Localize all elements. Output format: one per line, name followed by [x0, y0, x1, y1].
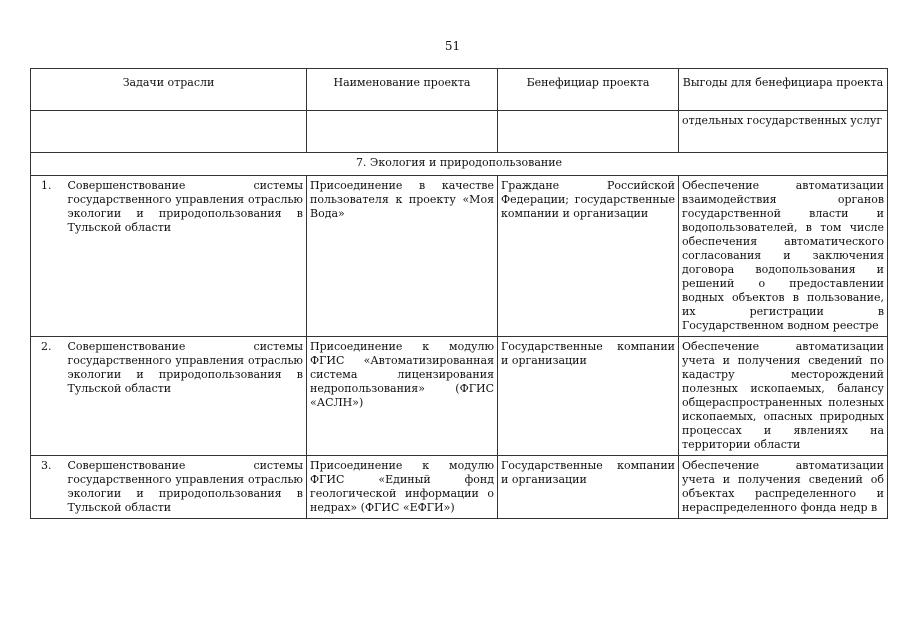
row-benefit: Обеспечение автоматизации учета и получения сведений об объектах распределенного и нераспределенного фонда недр в: [679, 456, 888, 519]
row-task: Совершенствование системы государственного управления отраслью экологии и природопользования в Тульской области: [65, 337, 307, 456]
row-beneficiary: Государственные компании и организации: [498, 456, 679, 519]
table-row: [31, 456, 888, 519]
continuation-empty-cell: [307, 111, 498, 153]
row-project: Присоединение к модулю ФГИС «Единый фонд геологической информации о недрах» (ФГИС «ЕФГИ»): [307, 456, 498, 519]
continuation-empty-cell: [498, 111, 679, 153]
page-number: 51: [444, 39, 461, 53]
continuation-benefit-cell: отдельных государственных услуг: [679, 111, 888, 153]
projects-table: [30, 68, 888, 519]
row-task: Совершенствование системы государственного управления отраслью экологии и природопользования в Тульской области: [65, 456, 307, 519]
row-project: Присоединение к модулю ФГИС «Автоматизированная система лицензирования недропользования» (ФГИС «АСЛН»): [307, 337, 498, 456]
section-row: [31, 153, 888, 176]
table-row: [31, 337, 888, 456]
row-task: Совершенствование системы государственного управления отраслью экологии и природопользования в Тульской области: [65, 176, 307, 337]
row-number: 2.: [31, 337, 65, 456]
row-number: 1.: [31, 176, 65, 337]
row-project: Присоединение в качестве пользователя к проекту «Моя Вода»: [307, 176, 498, 337]
row-beneficiary: Государственные компании и организации: [498, 337, 679, 456]
continuation-empty-cell: [31, 111, 307, 153]
table-header-row: [31, 69, 888, 111]
table-row: [31, 176, 888, 337]
row-number: 3.: [31, 456, 65, 519]
continuation-row: [31, 111, 888, 153]
header-project-name: Наименование проекта: [307, 69, 498, 111]
row-benefit: Обеспечение автоматизации учета и получения сведений по кадастру месторождений полезных ископаемых, балансу общераспространенных полезных ископаемых, опасных природных процессах и явлениях на территории области: [679, 337, 888, 456]
section-title: 7. Экология и природопользование: [31, 153, 888, 176]
row-beneficiary: Граждане Российской Федерации; государственные компании и организации: [498, 176, 679, 337]
header-tasks: Задачи отрасли: [31, 69, 307, 111]
row-benefit: Обеспечение автоматизации взаимодействия органов государственной власти и водопользователей, в том числе обеспечения автоматического согласования и заключения договора водопользования и решений о предоставлении водных объектов в пользование, их регистрации в Государственном водном реестре: [679, 176, 888, 337]
header-beneficiary: Бенефициар проекта: [498, 69, 679, 111]
header-benefits: Выгоды для бенефициара проекта: [679, 69, 888, 111]
